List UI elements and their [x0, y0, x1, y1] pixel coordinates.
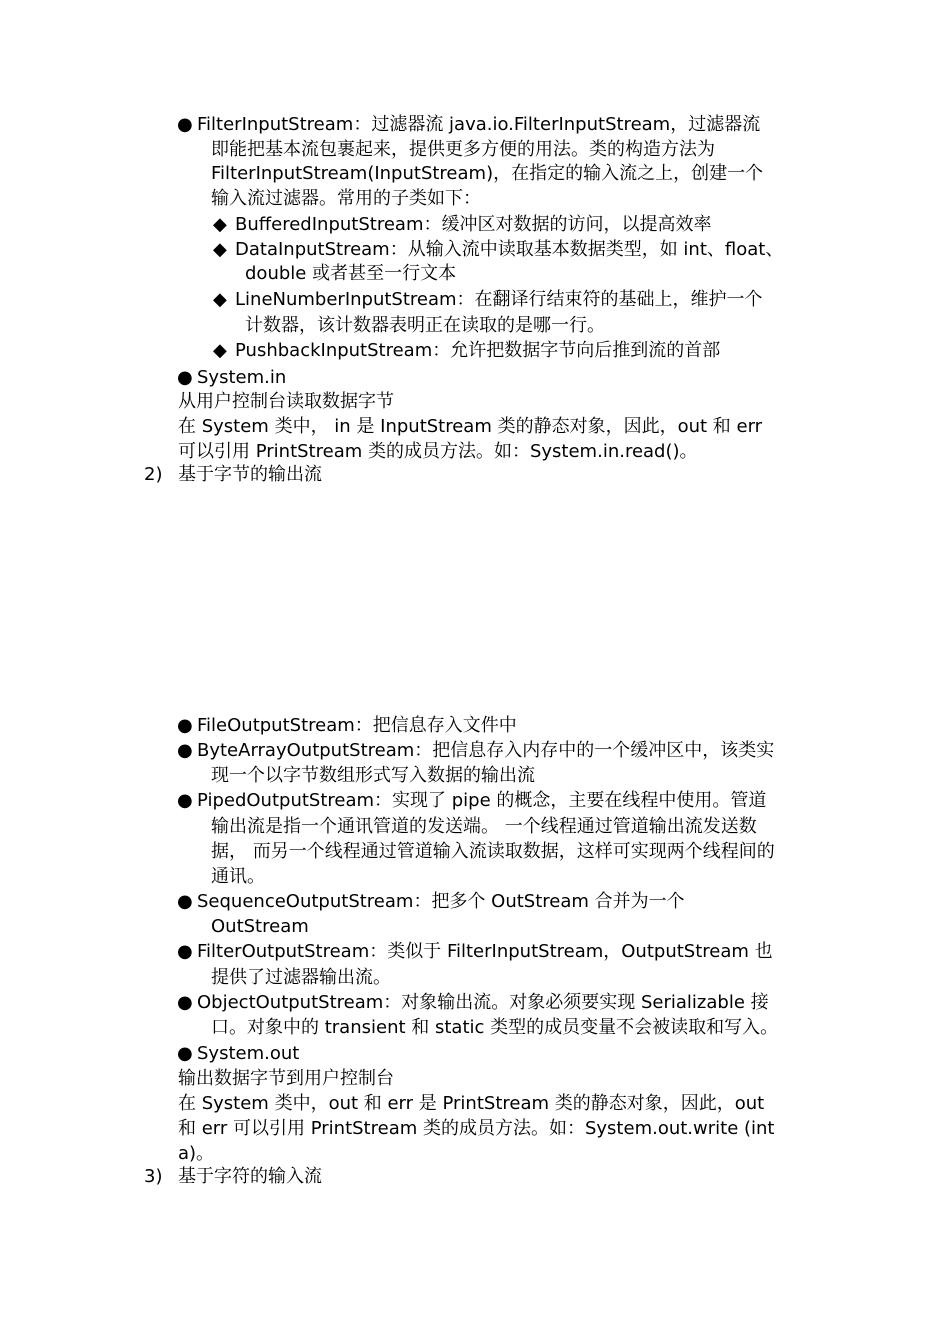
system-out-desc: 输出数据字节到用户控制台: [178, 1068, 394, 1089]
bullet-icon: ●: [177, 891, 193, 912]
system-in-text: 在 System 类中， in 是 InputStream 类的静态对象，因此，out 和 err: [178, 416, 763, 437]
system-in-desc: 从用户控制台读取数据字节: [178, 391, 394, 412]
list-item-cont: 据， 而另一个线程通过管道输入流读取数据，这样可实现两个线程间的: [211, 841, 775, 862]
section-title: 基于字节的输出流: [178, 464, 322, 485]
bullet-icon: ●: [177, 367, 193, 388]
list-item: FilterOutputStream：类似于 FilterInputStream，OutputStream 也: [197, 941, 773, 962]
system-out-title: System.out: [197, 1043, 300, 1064]
section-number: 2): [144, 464, 163, 485]
subclass-buffered: BufferedInputStream：缓冲区对数据的访问，以提高效率: [235, 214, 712, 235]
item-text-line: FilterInputStream(InputStream)，在指定的输入流之上，创建一个: [211, 163, 764, 184]
list-item: FileOutputStream：把信息存入文件中: [197, 715, 517, 736]
list-item-cont: 输出流是指一个通讯管道的发送端。 一个线程通过管道输出流发送数: [211, 816, 757, 837]
list-item-cont: OutStream: [211, 916, 309, 937]
bullet-icon: ●: [177, 992, 193, 1013]
item-text-line: FilterInputStream：过滤器流 java.io.FilterInputStream，过滤器流: [197, 114, 761, 135]
subclass-linenumber: LineNumberInputStream：在翻译行结束符的基础上，维护一个: [235, 289, 763, 310]
system-in-title: System.in: [197, 367, 287, 388]
list-item-cont: 提供了过滤器输出流。: [211, 967, 391, 988]
subclass-pushback: PushbackInputStream：允许把数据字节向后推到流的首部: [235, 340, 721, 361]
list-item-cont: 现一个以字节数组形式写入数据的输出流: [211, 765, 535, 786]
system-out-text: 在 System 类中，out 和 err 是 PrintStream 类的静态对象，因此，out: [178, 1093, 765, 1114]
bullet-icon: ●: [177, 941, 193, 962]
bullet-icon: ●: [177, 740, 193, 761]
item-text-line: 即能把基本流包裹起来，提供更多方便的用法。类的构造方法为: [211, 139, 715, 160]
diamond-icon: ◆: [213, 214, 227, 235]
diamond-icon: ◆: [213, 289, 227, 310]
diamond-icon: ◆: [213, 340, 227, 361]
item-text-line: 输入流过滤器。常用的子类如下：: [211, 188, 481, 209]
subclass-data: DataInputStream：从输入流中读取基本数据类型，如 int、float、: [235, 239, 784, 260]
system-out-text: a)。: [178, 1143, 215, 1164]
list-item-cont: 通讯。: [211, 866, 265, 887]
section-title: 基于字符的输入流: [178, 1166, 322, 1187]
bullet-icon: ●: [177, 1043, 193, 1064]
system-in-text: 可以引用 PrintStream 类的成员方法。如：System.in.read()。: [178, 441, 698, 462]
bullet-icon: ●: [177, 114, 193, 135]
subclass-linenumber-cont: 计数器，该计数器表明正在读取的是哪一行。: [245, 315, 605, 336]
diamond-icon: ◆: [213, 239, 227, 260]
bullet-icon: ●: [177, 715, 193, 736]
list-item: SequenceOutputStream：把多个 OutStream 合并为一个: [197, 891, 685, 912]
list-item: PipedOutputStream：实现了 pipe 的概念，主要在线程中使用。管道: [197, 790, 767, 811]
list-item-cont: 口。对象中的 transient 和 static 类型的成员变量不会被读取和写入。: [211, 1017, 779, 1038]
system-out-text: 和 err 可以引用 PrintStream 类的成员方法。如：System.out.write (int: [178, 1118, 775, 1139]
list-item: ByteArrayOutputStream：把信息存入内存中的一个缓冲区中，该类实: [197, 740, 775, 761]
bullet-icon: ●: [177, 790, 193, 811]
list-item: ObjectOutputStream：对象输出流。对象必须要实现 Serializable 接: [197, 992, 769, 1013]
section-number: 3): [144, 1166, 163, 1187]
subclass-data-cont: double 或者甚至一行文本: [245, 263, 457, 284]
